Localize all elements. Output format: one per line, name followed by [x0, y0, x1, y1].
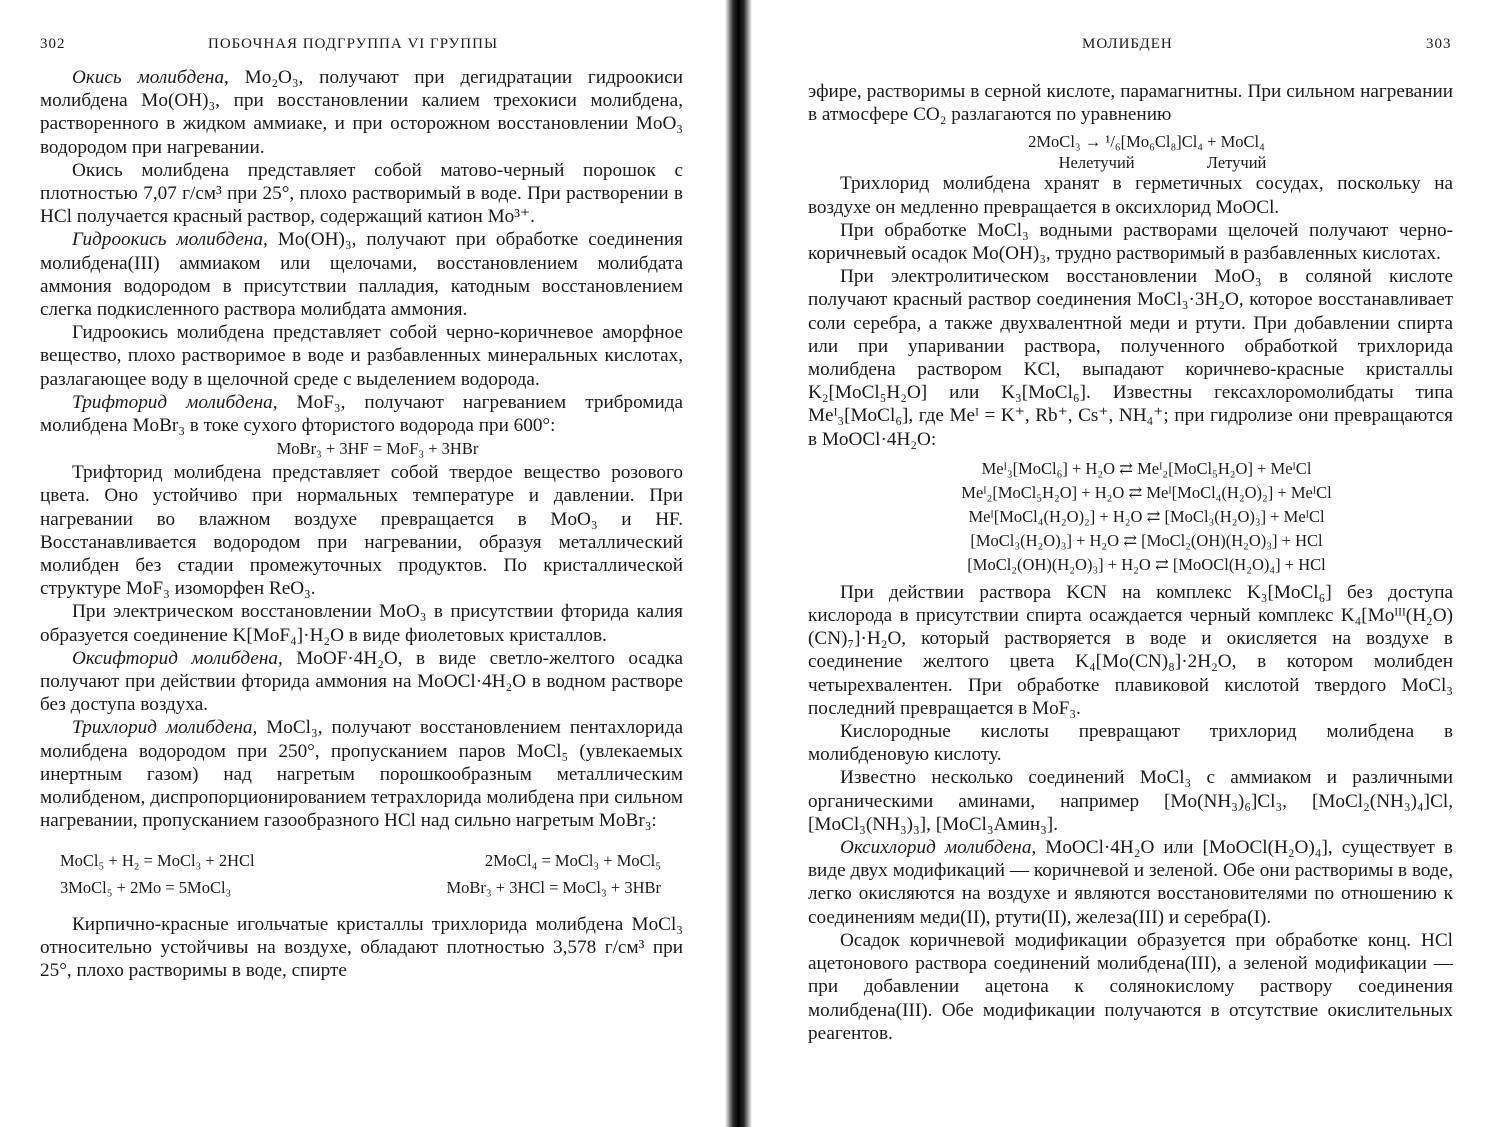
paragraph	[40, 228, 683, 321]
page-number-left: 302	[40, 36, 66, 52]
term-lead: Оксифторид молибдена,	[72, 647, 283, 669]
paragraph-text: MoF₃, получают нагреванием трибромида молибдена MoBr₃ в токе сухого фтористого водорода при 600°:	[40, 391, 683, 437]
paragraph-text: MoOCl·4H₂O или [MoOCl(H₂O)₄], существует в виде двух модификаций — коричневой и зеленой. Обе они растворимы в воде, легко окисляются на воздухе и являются восстановителями по отношению к соединениям меди(II), ртути(II), железа(III) и серебра(I).	[808, 837, 1453, 928]
term-lead: Гидроокись молибдена,	[72, 229, 268, 251]
paragraph	[808, 836, 1453, 929]
paragraph	[40, 321, 683, 391]
term-lead: Трихлорид молибдена,	[72, 717, 258, 739]
equation: [MoCl₃(H₂O)₃] + H₂O ⇄ [MoCl₂(OH)(H₂O)₃] + HCl	[970, 530, 1323, 550]
book-gutter	[725, 0, 752, 1127]
paragraph-text: Трифторид молибдена представляет собой твердое вещество розового цвета. Оно устойчиво при нормальных температуре и давлении. При нагревании во влажном воздухе превращается в MoO₃ и HF. Восстанавливается водородом при нагревании, образуя металлический молибден без стадии промежуточных продуктов. По кристаллической структуре MoF₃ изоморфен ReO₃.	[40, 462, 683, 600]
note-volatile: Летучий	[1206, 153, 1267, 173]
paragraph	[40, 159, 683, 229]
page-number-right: 303	[1426, 36, 1452, 52]
paragraph-text: Осадок коричневой модификации образуется при обработке конц. HCl ацетонового раствора соединений молибдена(III), а зеленой модификации — при добавлении ацетона к солянокислому раствору соединения молибдена(III). Обе модификации получаются в отсутствие окислительных реагентов.	[808, 929, 1453, 1044]
left-body-text	[40, 66, 683, 982]
paragraph: При обработке MoCl₃ водными растворами щелочей получают черно-коричневый осадок Mo(OH)₃, трудно растворимый в разбавленных кислотах.	[808, 219, 1453, 265]
paragraph-text: Окись молибдена представляет собой матово-черный порошок с плотностью 7,07 г/см³ при 25°, плохо растворимый в воде. При растворении в HCl получается красный раствор, содержащий катион Mo³⁺.	[40, 159, 683, 228]
equation-notes	[808, 154, 1453, 172]
paragraph: Трихлорид молибдена хранят в герметичных сосудах, поскольку на воздухе он медленно превращается в оксихлорид MoOCl.	[808, 173, 1453, 218]
paragraph-text: MoCl₃, получают восстановлением пентахлорида молибдена водородом при 250°, пропусканием паров MoCl₅ (увлекаемых инертным газом) над нагретым порошкообразным металлическим молибденом, диспропорционированием тетрахлорида молибдена при сильном нагревании, пропусканием газообразного HCl над сильно нагретым MoBr₃:	[40, 717, 683, 832]
paragraph	[808, 720, 1453, 766]
paragraph	[40, 461, 683, 600]
paragraph-text: Кирпично-красные игольчатые кристаллы трихлорида молибдена MoCl₃ относительно устойчивы на воздухе, обладают плотностью 3,578 г/см³ при 25°, плохо растворимы в воде, спирте	[40, 913, 683, 981]
paragraph	[40, 716, 683, 832]
term-lead: Окись молибдена,	[72, 67, 229, 88]
running-head-right: МОЛИБДЕН	[1082, 36, 1173, 52]
paragraph	[40, 600, 683, 646]
right-body-text	[808, 80, 1453, 1045]
term-lead: Трифторид молибдена,	[72, 391, 278, 413]
paragraph	[40, 913, 683, 983]
left-page	[0, 0, 725, 1127]
paragraph-text: Известно несколько соединений MoCl₃ с аммиаком и различными органическими аминами, например [Mo(NH₃)₆]Cl₃, [MoCl₂(NH₃)₄]Cl, [MoCl₃(NH₃)₃], [MoCl₃Амин₃].	[808, 767, 1453, 835]
paragraph-text: Гидроокись молибдена представляет собой черно-коричневое аморфное вещество, плохо растворимое в воде и разбавленных минеральных кислотах, разлагающее воду в щелочной среде с выделением водорода.	[40, 322, 683, 390]
equation-row: MoCl₅ + H₂ = MoCl₃ + 2HCl 2MoCl₄ = MoCl₃ + MoCl₅	[60, 850, 661, 870]
paragraph	[40, 391, 683, 437]
equation-block-mocl3	[40, 847, 683, 901]
paragraph	[40, 647, 683, 717]
equation-mobr3-hf: MoBr₃ + 3HF = MoF₃ + 3HBr	[276, 439, 479, 459]
hydrolysis-equations	[808, 457, 1453, 577]
running-head-left: ПОБОЧНАЯ ПОДГРУППА VI ГРУППЫ	[208, 36, 499, 52]
paragraph-text: Mo₂O₃, получают при дегидратации гидроокиси молибдена Mo(OH)₃, при восстановлении калием трехокиси молибдена, растворенного в жидком аммиаке, и при осторожном восстановлении MoO₃ водородом при нагревании.	[40, 67, 683, 158]
paragraph-text: Mo(OH)₃, получают при обработке соединения молибдена(III) аммиаком или щелочами, восстановлением молибдата аммония водородом в присутствии палладия, катодным восстановлением слегка подкисленного раствора молибдата аммония.	[40, 229, 683, 321]
equation: Meᴵ[MoCl₄(H₂O)₂] + H₂O ⇄ [MoCl₃(H₂O)₃] + MeᴵCl	[968, 506, 1325, 526]
equation-row: 3MoCl₅ + 2Mo = 5MoCl₃ MoBr₃ + 3HCl = MoCl₃ + 3HBr	[60, 877, 661, 897]
paragraph	[808, 929, 1453, 1045]
equation: [MoCl₂(OH)(H₂O)₃] + H₂O ⇄ [MoOCl(H₂O)₄] + HCl	[967, 554, 1326, 574]
paragraph: При электролитическом восстановлении MoO₃ в соляной кислоте получают красный раствор соединения MoCl₃·3H₂O, которое восстанавливает соли серебра, а также двухвалентной меди и ртути. При добавлении спирта или при упаривании раствора, полученного обработкой трихлорида молибдена раствором KCl, выпадают коричнево-красные кристаллы K₂[MoCl₅H₂O] или K₃[MoCl₆]. Известны гексахлоромолибдаты типа Meᴵ₃[MoCl₆], где Meᴵ = K⁺, Rb⁺, Cs⁺, NH₄⁺; при гидролизе они превращаются в MoOCl·4H₂O:	[808, 266, 1453, 450]
paragraph	[40, 66, 683, 159]
paragraph-text: Кислородные кислоты превращают трихлорид молибдена в молибденовую кислоту.	[808, 721, 1453, 766]
paragraph-text: При действии раствора KCN на комплекс K₃[MoCl₆] без доступа кислорода в присутствии спирта осаждается черный комплекс K₄[Moᴵᴵᴵ(H₂O)(CN)₇]·H₂O, который растворяется в воде и окисляется на воздухе в соединение желтого цвета K₄[Mo(CN)₈]·2H₂O, в котором молибден четырехвалентен. При обработке плавиковой кислотой твердого MoCl₃ последний превращается в MoF₃.	[808, 581, 1453, 719]
equation: Meᴵ₃[MoCl₆] + H₂O ⇄ Meᴵ₂[MoCl₅H₂O] + MeᴵCl	[981, 458, 1312, 478]
equation-mocl3-decomp: 2MoCl₃ → ¹/₆[Mo₆Cl₈]Cl₄ + MoCl₄	[1028, 132, 1265, 152]
right-page	[752, 0, 1504, 1127]
term-lead: Оксихлорид молибдена,	[840, 837, 1037, 859]
paragraph-text: MoOF·4H₂O, в виде светло-желтого осадка получают при действии фторида аммония на MoOCl·4H₂O в водном растворе без доступа воздуха.	[40, 647, 683, 716]
paragraph	[808, 581, 1453, 720]
equation: Meᴵ₂[MoCl₅H₂O] + H₂O ⇄ Meᴵ[MoCl₄(H₂O)₂] + MeᴵCl	[961, 482, 1332, 502]
paragraph	[808, 766, 1453, 836]
paragraph: эфире, растворимы в серной кислоте, парамагнитны. При сильном нагревании в атмосфере CO₂ разлагаются по уравнению	[808, 81, 1453, 126]
paragraph-text: При электрическом восстановлении MoO₃ в присутствии фторида калия образуется соединение K[MoF₄]·H₂O в виде фиолетовых кристаллов.	[40, 601, 683, 646]
note-nonvolatile: Нелетучий	[1058, 153, 1135, 173]
